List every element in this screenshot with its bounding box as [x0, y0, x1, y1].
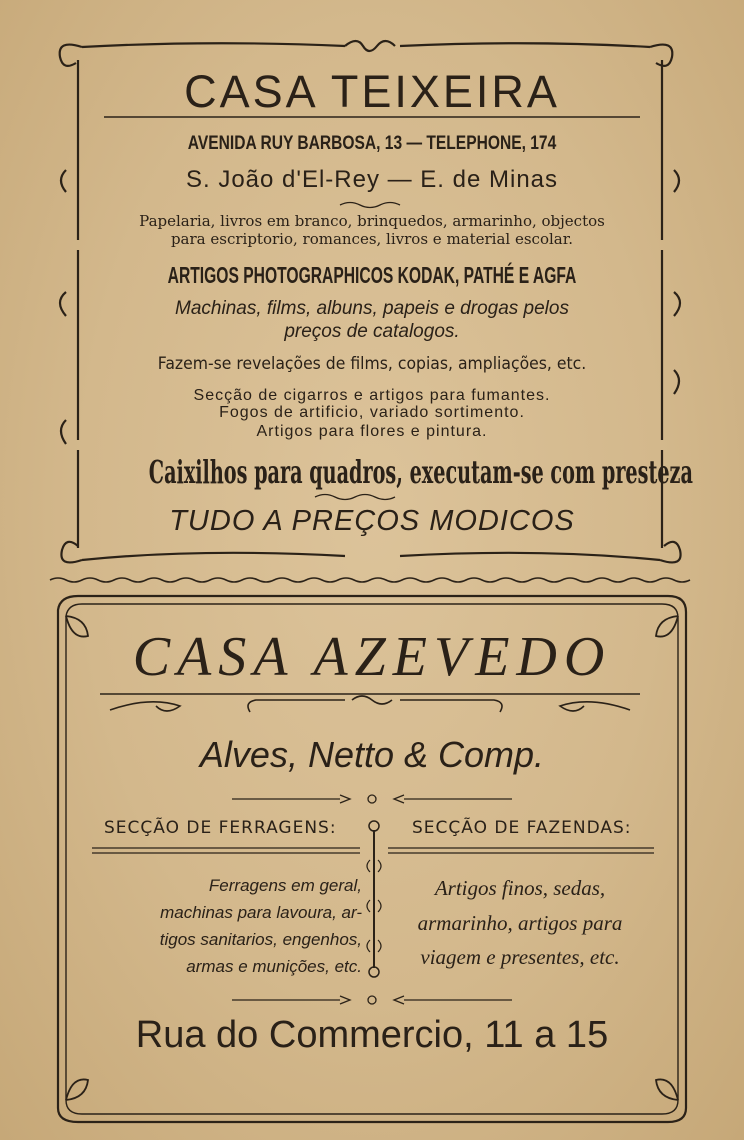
casa-teixeira-cigarros-line: Fogos de artificio, variado sortimento. [219, 404, 525, 421]
ferragens-line: machinas para lavoura, ar- [160, 903, 362, 922]
casa-teixeira-address: AVENIDA RUY BARBOSA, 13 — TELEPHONE, 174 [187, 133, 557, 154]
casa-teixeira-photo-heading: ARTIGOS PHOTOGRAPHICOS KODAK, PATHÉ E AGFA [167, 262, 577, 288]
casa-teixeira-machinas-line: Machinas, films, albuns, papeis e drogas pelos [175, 298, 569, 319]
fazendas-heading: SECÇÃO DE FAZENDAS: [412, 818, 632, 838]
casa-teixeira-cigarros-line: Secção de cigarros e artigos para fumantes. [193, 387, 551, 404]
casa-teixeira-description-line: Papelaria, livros em branco, brinquedos, armarinho, objectos [139, 212, 605, 230]
fazendas-line: armarinho, artigos para [417, 911, 623, 935]
casa-azevedo-firm: Alves, Netto & Comp. [199, 734, 545, 775]
casa-teixeira-description-line: para escriptorio, romances, livros e material escolar. [170, 230, 574, 248]
casa-azevedo-street: Rua do Commercio, 11 a 15 [135, 1014, 609, 1056]
fazendas-line: Artigos finos, sedas, [434, 876, 606, 900]
casa-teixeira-caixilhos: Caixilhos para quadros, executam-se com presteza [148, 453, 693, 491]
casa-teixeira-title: CASA TEIXEIRA [184, 66, 560, 117]
casa-teixeira-machinas-line: preços de catalogos. [284, 321, 460, 342]
fazendas-line: viagem e presentes, etc. [420, 945, 620, 969]
ferragens-line: armas e munições, etc. [186, 957, 362, 976]
casa-azevedo-title: CASA AZEVEDO [132, 626, 612, 688]
casa-teixeira-city: S. João d'El-Rey — E. de Minas [185, 166, 559, 193]
casa-teixeira-revelacoes: Fazem-se revelações de films, copias, ampliações, etc. [157, 354, 587, 374]
casa-teixeira-slogan: TUDO A PREÇOS MODICOS [169, 505, 575, 537]
ferragens-heading: SECÇÃO DE FERRAGENS: [104, 818, 337, 838]
ferragens-line: Ferragens em geral, [208, 876, 362, 895]
casa-teixeira-cigarros-line: Artigos para flores e pintura. [256, 423, 488, 440]
ferragens-line: tigos sanitarios, engenhos, [159, 930, 362, 949]
